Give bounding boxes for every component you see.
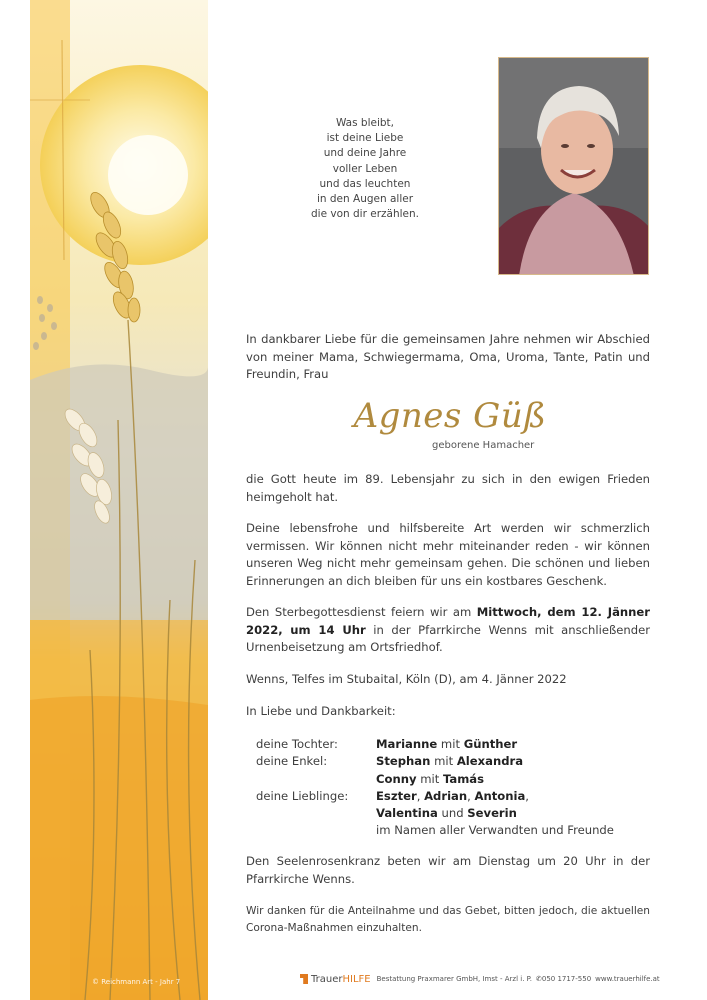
connector: und [437,806,468,821]
mourner-row [256,788,614,805]
mourner-name: Antonia [474,788,526,803]
mourner-label-empty [256,822,376,839]
thanks-paragraph: Wir danken für die Anteilnahme und das Gebet, bitten jedoch, die aktuellen Corona-Maßnahmen einzuhalten. [246,905,650,934]
funeral-text-post: in der Pfarrkirche Wenns mit anschließender Urnenbeisetzung am Ortsfriedhof. [246,622,651,655]
mourner-names [376,753,523,770]
trauerhilfe-logo-text [311,974,371,985]
connector: , [467,788,475,803]
mourner-name: Tamás [442,771,485,786]
company-name: Bestattung Praxmarer GmbH, Imst - Arzl i. P. [376,975,532,983]
poem-line: in den Augen aller [316,193,414,206]
mourner-name: Severin [467,806,517,821]
poem [290,116,440,222]
mourner-name: Adrian [424,788,468,803]
mourner-label: deine Enkel: [256,754,328,769]
mourner-name: Eszter [376,788,417,803]
mourner-label-empty [256,805,376,822]
mourner-row [256,822,614,839]
mourner-row [256,771,614,788]
mourner-label-empty [256,771,376,788]
mourner-row [256,805,614,822]
watercolor-artwork [30,0,208,1000]
mourner-name: Günther [463,737,518,751]
mourner-label: deine Tochter: [256,737,338,751]
connector: mit [430,754,457,769]
mourner-names [376,736,517,753]
mourner-names [376,805,517,822]
logo-text-part: Trauer [311,973,343,985]
poem-line: ist deine Liebe [326,132,404,145]
mourners-closing: im Namen aller Verwandten und Freunde [376,823,614,838]
mourner-names [376,771,484,788]
website-link[interactable]: www.trauerhilfe.at [595,975,660,983]
art-credit: © Reichmann Art - Jahr 7 [92,978,181,986]
deceased-name: Agnes Güß [353,396,547,436]
mourner-names [376,788,529,805]
paragraph-funeral-service [246,604,650,657]
mourner-name: Conny [376,771,417,786]
mourners-list [256,736,614,840]
poem-line: und deine Jahre [323,147,407,160]
place-date-line: Wenns, Telfes im Stubaital, Köln (D), am 4. Jänner 2022 [246,672,567,686]
footer [300,972,664,986]
poem-line: voller Leben [332,162,398,175]
mourner-label: deine Lieblinge: [256,788,349,803]
connector: mit [437,737,464,751]
intro-paragraph: In dankbarer Liebe für die gemeinsamen Jahre nehmen wir Abschied von meiner Mama, Schwiegermama, Oma, Uroma, Tante, Patin und Freundin, Frau [246,332,650,382]
connector: , [416,788,425,803]
phone-number: ✆050 1717-550 [536,975,592,983]
portrait-image [499,58,649,275]
mourner-name: Marianne [376,737,438,751]
trauerhilfe-logo-icon [300,974,308,984]
funeral-time: um 14 Uhr [290,622,366,637]
paragraph-memory: Deine lebensfrohe und hilfsbereite Art werden wir schmerzlich vermissen. Wir können nicht mehr miteinander reden - wir können unseren Weg nicht mehr gemeinsam gehen. Die schönen und lieben Erinnerungen an dich bleiben für uns ein kostbares Geschenk. [246,521,650,588]
mourner-row [256,736,614,753]
funeral-date: Mittwoch, dem 12. Jänner 2022, [246,605,651,637]
logo-text-part: HILFE [342,973,371,985]
funeral-text-pre: Den Sterbegottesdienst feiern wir am [246,605,477,619]
rosary-paragraph: Den Seelenrosenkranz beten wir am Dienstag um 20 Uhr in der Pfarrkirche Wenns. [246,854,650,886]
connector: , [525,788,529,803]
poem-line: die von dir erzählen. [311,208,419,221]
poem-line: und das leuchten [319,177,411,190]
mourner-name: Alexandra [456,754,524,769]
mourner-name: Stephan [376,754,431,769]
poem-line: Was bleibt, [335,117,395,129]
paragraph-passing: die Gott heute im 89. Lebensjahr zu sich in den ewigen Frieden heimgeholt hat. [246,472,650,504]
wheat-watercolor-image [30,0,208,1000]
mourner-name: Valentina [376,806,438,821]
closing-greeting: In Liebe und Dankbarkeit: [246,704,396,718]
connector: mit [416,771,443,786]
portrait-photo [498,57,649,275]
birth-name: geborene Hamacher [432,440,535,451]
mourner-row [256,753,614,770]
